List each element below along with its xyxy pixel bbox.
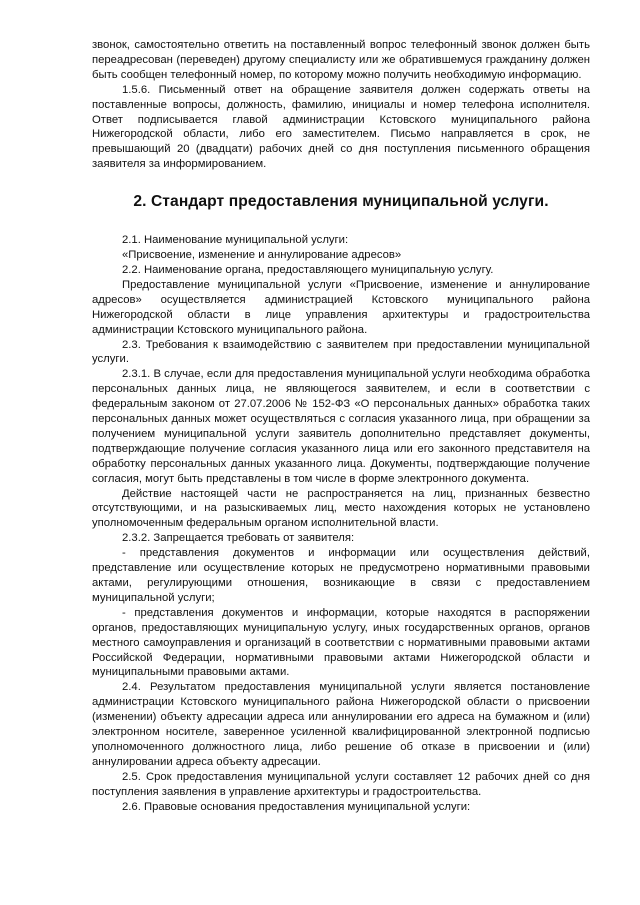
paragraph-2-5: 2.5. Срок предоставления муниципальной услуги составляет 12 рабочих дней со дня поступления заявления в управление архитектуры и градостроительства. xyxy=(92,770,590,798)
paragraph-2-3-1: 2.3.1. В случае, если для предоставления муниципальной услуги необходима обработка персональных данных лица, не являющегося заявителем, и если в соответствии с федеральным законом от 27.07.2006 № 152-ФЗ «О персональных данных» обработка таких персональных данных может осуществляться с согласия указанного лица, при обращении за получением муниципальной услуги заявитель дополнительно представляет документы, подтверждающие получение согласия указанного лица или его законного представителя на обработку персональных данных указанного лица. Документы, подтверждающие получение согласия, могут быть представлены в том числе в форме электронного документа. xyxy=(92,368,590,485)
list-item-requirement-1: - представления документов и информации или осуществления действий, представление или осуществление которых не предусмотрено нормативными правовыми актами, регулирующими отношения, возникающие в связи с предоставлением муниципальной услуги; xyxy=(92,547,590,604)
document-body xyxy=(92,38,590,815)
paragraph-2-1: 2.1. Наименование муниципальной услуги: xyxy=(122,234,349,247)
paragraph-service-name: «Присвоение, изменение и аннулирование адресов» xyxy=(122,249,402,262)
list-item-requirement-2: - представления документов и информации, которые находятся в распоряжении органов, предоставляющих муниципальную услугу, иных государственных органов, органов местного самоуправления и организаций в соответствии с нормативными правовыми актами Российской Федерации, нормативными правовыми актами Нижегородской области и муниципальными правовыми актами. xyxy=(92,606,590,679)
paragraph-provider: Предоставление муниципальной услуги «Присвоение, изменение и аннулирование адресов» осуществляется администрацией Кстовского муниципального района Нижегородской области в лице управления архитектуры и градостроительства администрации Кстовского муниципального района. xyxy=(92,278,590,336)
paragraph-1-5-6: 1.5.6. Письменный ответ на обращение заявителя должен содержать ответы на поставленные вопросы, должность, фамилию, инициалы и номер телефона исполнителя. Ответ подписывается главой администрации Кстовского муниципального района Нижегородской области, либо его заместителем. Письмо направляется в срок, не превышающий 20 (двадцати) рабочих дней со дня поступления письменного обращения заявителя за информированием. xyxy=(92,83,590,171)
paragraph-2-2: 2.2. Наименование органа, предоставляющего муниципальную услугу. xyxy=(122,263,494,276)
paragraph-2-6: 2.6. Правовые основания предоставления муниципальной услуги: xyxy=(122,800,471,813)
section-heading: 2. Стандарт предоставления муниципальной услуги. xyxy=(133,193,549,211)
paragraph-2-3: 2.3. Требования к взаимодействию с заявителем при предоставлении муниципальной услуги. xyxy=(92,338,590,366)
paragraph-2-3-2: 2.3.2. Запрещается требовать от заявителя: xyxy=(122,532,355,545)
paragraph-2-4: 2.4. Результатом предоставления муниципальной услуги является постановление администрации Кстовского муниципального района Нижегородской области о присвоении (изменении) объекту адресации адреса или аннулировании его адреса на бумажном и (или) электронном носителе, заверенное усиленной квалифицированной электронной подписью уполномоченного должностного лица, либо решение об отказе в присвоении и (или) аннулировании адреса объекту адресации. xyxy=(92,681,590,768)
paragraph-continuation: звонок, самостоятельно ответить на поставленный вопрос телефонный звонок должен быть переадресован (переведен) другому специалисту или же обратившемуся гражданину должен быть сообщен телефонный номер, по которому можно получить необходимую информацию. xyxy=(92,39,590,81)
paragraph-exception: Действие настоящей части не распространяется на лиц, признанных безвестно отсутствующими, и на разыскиваемых лиц, место нахождения которых не установлено уполномоченным федеральным органом исполнительной власти. xyxy=(92,487,590,530)
